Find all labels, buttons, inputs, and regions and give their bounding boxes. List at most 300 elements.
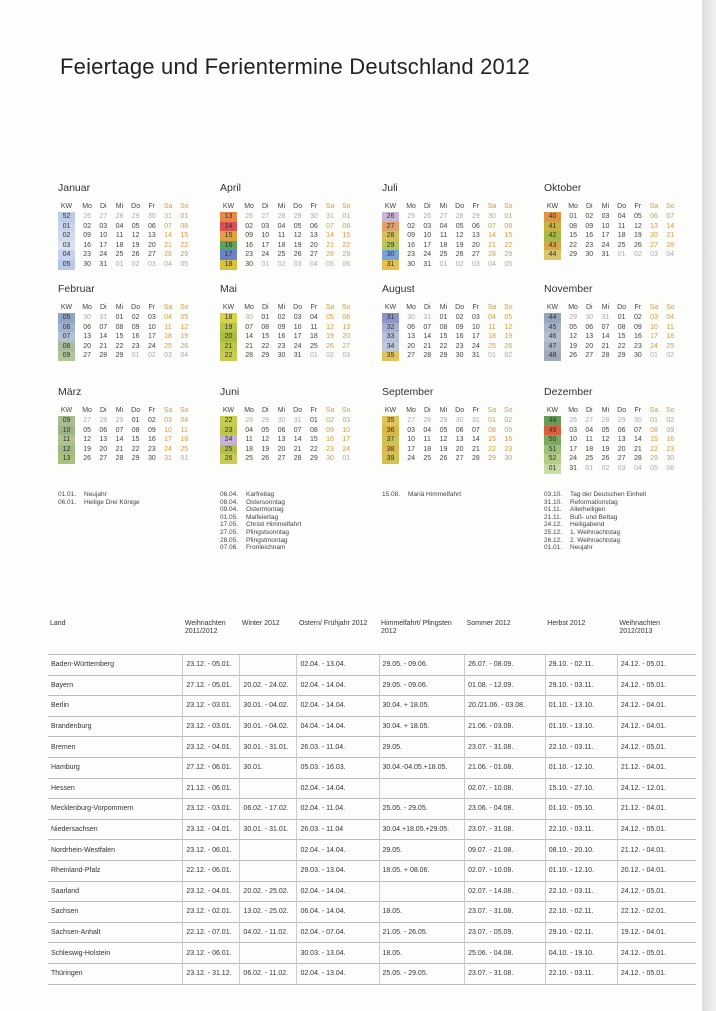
- day-cell: 24: [261, 251, 270, 259]
- day-cell: 15: [261, 333, 270, 341]
- day-cell: 28: [471, 455, 480, 463]
- holiday-date: 01.01.: [58, 491, 77, 498]
- day-cell: 08: [115, 323, 124, 331]
- week-number: 26: [382, 212, 399, 222]
- day-cell: 03: [147, 314, 156, 321]
- date-range: 20.02. - 24.02.: [240, 675, 297, 696]
- date-range: 30.01. - 04.02.: [240, 716, 297, 737]
- day-cell: 20: [650, 232, 658, 240]
- weekday-label: Fr: [634, 407, 642, 414]
- month-name: Mai: [220, 283, 237, 295]
- date-range: 24.12. - 05.01.: [617, 655, 696, 676]
- day-cell: 04: [164, 260, 172, 268]
- day-cell: 01: [342, 455, 351, 463]
- month-name: Februar: [58, 283, 95, 295]
- day-cell: 09: [585, 222, 594, 230]
- day-cell: 05: [455, 222, 464, 230]
- date-range: 29.05. - 09.06.: [379, 655, 465, 676]
- day-cell: 01: [585, 464, 594, 472]
- month-name: September: [382, 386, 434, 398]
- day-cell: 01: [488, 417, 496, 424]
- day-cell: 07: [245, 323, 253, 331]
- date-range: 02.04. - 14.04.: [297, 675, 379, 696]
- day-cell: 26: [569, 352, 577, 360]
- day-cell: 29: [115, 417, 124, 424]
- date-range: 29.10. - 02.11.: [545, 655, 617, 676]
- day-cell: 16: [504, 436, 513, 444]
- day-cell: 10: [342, 426, 351, 434]
- weekday-label: Di: [585, 203, 593, 210]
- day-cell: 15: [115, 333, 124, 341]
- day-cell: 25: [439, 251, 448, 259]
- week-number: 12: [58, 445, 75, 455]
- day-cell: 01: [650, 352, 658, 360]
- day-cell: 20: [277, 445, 286, 453]
- week-number: 15: [220, 231, 237, 241]
- weekday-header: [544, 202, 694, 212]
- holiday-list-2: [220, 491, 301, 552]
- day-cell: 31: [601, 314, 610, 321]
- weekday-label: Mi: [277, 203, 286, 210]
- weekday-label: Fr: [634, 203, 642, 210]
- day-cell: 18: [617, 232, 626, 240]
- date-range: 21.06. - 01.08.: [465, 757, 546, 778]
- date-range: 02.04. - 11.04.: [297, 799, 379, 820]
- month-name: November: [544, 283, 593, 295]
- weekday-label: Fr: [148, 407, 156, 414]
- table-row: [48, 881, 696, 902]
- day-cell: 19: [633, 232, 642, 240]
- date-range: 23.12. - 02.01.: [183, 902, 240, 923]
- day-cell: 24: [342, 445, 351, 453]
- state-name: Hamburg: [48, 757, 183, 778]
- day-cell: 06: [585, 323, 594, 331]
- day-cell: 28: [666, 241, 675, 249]
- day-cell: 24: [471, 342, 480, 350]
- day-cell: 11: [618, 222, 626, 230]
- kw-header: KW: [60, 203, 73, 210]
- day-cell: 21: [326, 241, 334, 249]
- day-cell: 11: [164, 323, 172, 331]
- day-cell: 04: [439, 222, 448, 230]
- week-row: [58, 426, 208, 436]
- week-number: 31: [382, 260, 399, 270]
- week-row: [544, 323, 694, 333]
- date-range: 29.05. - 09.06.: [379, 675, 465, 696]
- week-number: 37: [382, 435, 399, 445]
- day-cell: 26: [245, 213, 253, 220]
- weekday-header: [220, 406, 370, 416]
- day-cell: 16: [455, 333, 464, 341]
- week-number: 44: [544, 250, 561, 260]
- state-name: Bremen: [48, 737, 183, 758]
- day-cell: 21: [633, 445, 642, 453]
- date-range: 23.12. - 04.01.: [183, 819, 240, 840]
- day-cell: 26: [569, 417, 577, 424]
- weekday-label: Do: [293, 203, 303, 210]
- date-range: 02.04. - 07.04.: [297, 922, 379, 943]
- date-range: 24.12. - 05.01.: [617, 881, 696, 902]
- week-row: [382, 222, 532, 232]
- day-cell: 21: [99, 342, 108, 350]
- day-cell: 17: [471, 333, 480, 341]
- day-cell: 28: [245, 417, 253, 424]
- day-cell: 25: [617, 241, 626, 249]
- day-cell: 07: [666, 213, 675, 220]
- day-cell: 19: [601, 445, 610, 453]
- weekday-label: Sa: [163, 203, 173, 210]
- day-cell: 29: [131, 213, 140, 220]
- weekday-label: Fr: [310, 304, 318, 311]
- holiday-name: Karfreitag: [246, 491, 275, 498]
- week-number: 21: [220, 342, 237, 352]
- day-cell: 15: [342, 232, 351, 240]
- day-cell: 14: [601, 333, 610, 341]
- weekday-label: Mi: [115, 304, 124, 311]
- day-cell: 20: [471, 241, 480, 249]
- week-number: 19: [220, 323, 237, 333]
- day-cell: 21: [666, 232, 675, 240]
- day-cell: 07: [115, 426, 124, 434]
- weekday-label: Mo: [82, 407, 92, 414]
- day-cell: 30: [455, 417, 464, 424]
- weekday-label: Mi: [439, 304, 448, 311]
- week-row: [382, 260, 532, 270]
- day-cell: 15: [439, 333, 448, 341]
- day-cell: 26: [439, 455, 448, 463]
- day-cell: 09: [666, 426, 675, 434]
- day-cell: 10: [293, 323, 302, 331]
- week-number: 03: [58, 241, 75, 251]
- day-cell: 23: [147, 445, 156, 453]
- date-range: 22.12. - 02.01.: [617, 902, 696, 923]
- day-cell: 04: [423, 426, 432, 434]
- date-range: 29.03. - 13.04.: [297, 860, 379, 881]
- month-name: Oktober: [544, 182, 582, 194]
- day-cell: 28: [99, 417, 108, 424]
- day-cell: 30: [83, 260, 91, 268]
- holiday-name: Neujahr: [570, 544, 593, 552]
- holiday-name: Ostersonntag: [246, 498, 286, 506]
- date-range: 21.12. - 04.01.: [617, 840, 696, 861]
- day-cell: 11: [585, 436, 593, 444]
- day-cell: 04: [633, 464, 642, 472]
- day-cell: 28: [601, 417, 610, 424]
- day-cell: 02: [666, 352, 675, 360]
- week-row: [544, 250, 694, 260]
- week-row: [544, 445, 694, 455]
- date-range: 29.10. - 03.11.: [545, 675, 617, 696]
- date-range: 30.04. + 18.05.: [379, 716, 465, 737]
- day-cell: 28: [293, 455, 302, 463]
- week-number: 51: [544, 445, 561, 455]
- day-cell: 27: [439, 213, 448, 220]
- day-cell: 30: [309, 213, 318, 220]
- date-range: 26.03. - 11.04: [297, 819, 379, 840]
- weekday-label: So: [503, 407, 513, 414]
- day-cell: 23: [277, 342, 286, 350]
- day-cell: 31: [99, 314, 108, 321]
- week-row: [382, 323, 532, 333]
- day-cell: 03: [164, 352, 172, 360]
- week-row: [382, 426, 532, 436]
- holiday-name: Fronleichnam: [246, 544, 286, 552]
- day-cell: 11: [310, 323, 318, 331]
- day-cell: 06: [99, 426, 108, 434]
- weekday-label: Sa: [325, 407, 335, 414]
- holiday-entry: [220, 537, 301, 545]
- month-5: [58, 283, 208, 361]
- day-cell: 30: [245, 314, 253, 321]
- day-cell: 27: [650, 241, 658, 249]
- week-row: [544, 342, 694, 352]
- day-cell: 10: [407, 436, 415, 444]
- day-cell: 13: [650, 222, 658, 230]
- day-cell: 03: [471, 314, 480, 321]
- day-cell: 30: [488, 213, 496, 220]
- day-cell: 03: [99, 222, 108, 230]
- day-cell: 05: [601, 426, 610, 434]
- day-cell: 26: [131, 251, 140, 259]
- day-cell: 29: [488, 455, 496, 463]
- day-cell: 02: [455, 260, 464, 268]
- date-range: 20.02. - 25.02.: [240, 881, 297, 902]
- day-cell: 02: [326, 417, 334, 424]
- day-cell: 01: [309, 417, 318, 424]
- weekday-label: Do: [617, 203, 627, 210]
- day-cell: 04: [309, 314, 318, 321]
- holiday-name: Pfingstsonntag: [246, 528, 290, 536]
- week-number: 35: [382, 416, 399, 426]
- day-cell: 08: [342, 222, 351, 230]
- weekday-header: [220, 303, 370, 313]
- day-cell: 19: [261, 445, 270, 453]
- day-cell: 02: [633, 314, 642, 321]
- holiday-name: Maifeiertag: [246, 513, 279, 521]
- day-cell: 30: [633, 352, 642, 360]
- date-range: 23.12. - 03.01.: [183, 716, 240, 737]
- week-row: [544, 454, 694, 464]
- holiday-name: Tag der Deutschen Einheit: [570, 491, 647, 498]
- day-cell: 02: [407, 222, 415, 230]
- date-range: 22.10. - 02.11.: [545, 902, 617, 923]
- day-cell: 12: [455, 232, 464, 240]
- day-cell: 22: [115, 342, 124, 350]
- weekday-label: Mo: [406, 304, 416, 311]
- date-range: 09.07. - 21.08.: [465, 840, 546, 861]
- week-number: 52: [58, 212, 75, 222]
- holiday-date: 01.01.: [544, 544, 563, 552]
- day-cell: 31: [326, 213, 334, 220]
- date-range: 22.10. - 03.11.: [545, 737, 617, 758]
- day-cell: 30: [666, 455, 675, 463]
- school-holidays-table: [48, 620, 696, 985]
- week-number: 10: [58, 426, 75, 436]
- day-cell: 25: [585, 455, 594, 463]
- week-number: 48: [544, 351, 561, 361]
- day-cell: 02: [504, 417, 513, 424]
- date-range: 04.04. - 14.04.: [297, 716, 379, 737]
- holiday-entry: [58, 499, 140, 507]
- day-cell: 18: [488, 333, 496, 341]
- day-cell: 23: [666, 445, 675, 453]
- holiday-date: 21.11.: [544, 513, 562, 521]
- date-range: 30.01. - 31.01.: [240, 819, 297, 840]
- day-cell: 28: [115, 213, 124, 220]
- day-cell: 17: [342, 436, 351, 444]
- day-cell: 17: [601, 232, 610, 240]
- day-cell: 18: [309, 333, 318, 341]
- day-cell: 22: [504, 241, 513, 249]
- date-range: 24.12. - 12.01.: [617, 778, 696, 799]
- weekday-label: Do: [455, 304, 465, 311]
- week-row: [220, 222, 370, 232]
- state-name: Saarland: [48, 881, 183, 902]
- month-8: [544, 283, 694, 361]
- week-number: 34: [382, 342, 399, 352]
- day-cell: 02: [666, 417, 675, 424]
- day-cell: 06: [83, 323, 91, 331]
- day-cell: 16: [633, 333, 642, 341]
- day-cell: 03: [650, 314, 658, 321]
- holiday-date: 17.05.: [220, 521, 239, 529]
- holiday-name: Reformationstag: [570, 498, 618, 506]
- date-range: 21.12. - 04.01.: [617, 757, 696, 778]
- kw-header: KW: [384, 407, 397, 414]
- day-cell: 11: [115, 232, 124, 240]
- holiday-entry: [58, 491, 140, 499]
- day-cell: 14: [326, 232, 334, 240]
- day-cell: 23: [407, 251, 415, 259]
- day-cell: 06: [147, 222, 156, 230]
- kw-header: KW: [60, 407, 73, 414]
- kw-header: KW: [546, 203, 559, 210]
- day-cell: 13: [99, 436, 108, 444]
- day-cell: 14: [666, 222, 675, 230]
- day-cell: 16: [245, 241, 253, 249]
- holiday-name: Heilige Drei Könige: [84, 498, 140, 506]
- day-cell: 12: [261, 436, 270, 444]
- week-number: 44: [544, 313, 561, 323]
- week-number: 45: [544, 323, 561, 333]
- day-cell: 18: [245, 445, 253, 453]
- date-range: 29.10. - 02.11.: [545, 922, 617, 943]
- weekday-label: Mi: [115, 203, 124, 210]
- day-cell: 10: [650, 323, 658, 331]
- day-cell: 28: [423, 352, 432, 360]
- table-row: [48, 737, 696, 758]
- day-cell: 27: [147, 251, 156, 259]
- day-cell: 17: [99, 241, 108, 249]
- holiday-entry: [544, 491, 646, 499]
- day-cell: 08: [617, 323, 626, 331]
- holiday-entry: [382, 491, 461, 499]
- day-cell: 27: [407, 352, 415, 360]
- day-cell: 13: [147, 232, 156, 240]
- holiday-date: 28.05.: [220, 536, 239, 544]
- holiday-name: Neujahr: [84, 491, 107, 498]
- day-cell: 02: [277, 314, 286, 321]
- date-range: 23.07. - 31.08.: [465, 737, 546, 758]
- day-cell: 03: [601, 213, 610, 220]
- day-cell: 23: [245, 251, 253, 259]
- date-range: [240, 943, 297, 964]
- weekday-label: Di: [99, 203, 107, 210]
- date-range: 02.04. - 13.04.: [297, 963, 379, 984]
- week-number: 16: [220, 241, 237, 251]
- date-range: 02.04. - 13.04.: [297, 655, 379, 676]
- day-cell: 14: [99, 333, 108, 341]
- day-cell: 18: [439, 241, 448, 249]
- day-cell: 07: [293, 426, 302, 434]
- weekday-label: Mo: [568, 203, 578, 210]
- day-cell: 30: [504, 455, 513, 463]
- week-row: [382, 435, 532, 445]
- date-range: 02.07. - 10.08.: [465, 860, 546, 881]
- day-cell: 04: [180, 352, 189, 360]
- day-cell: 25: [423, 455, 432, 463]
- day-cell: 19: [569, 342, 577, 350]
- day-cell: 21: [293, 445, 302, 453]
- date-range: 22.12. - 06.01.: [183, 860, 240, 881]
- weekday-label: Mo: [568, 304, 578, 311]
- day-cell: 31: [601, 251, 610, 259]
- date-range: 18.05.: [379, 943, 465, 964]
- date-range: 30.01. - 04.02.: [240, 696, 297, 717]
- day-cell: 05: [180, 314, 189, 321]
- day-cell: 09: [83, 232, 91, 240]
- day-cell: 06: [407, 323, 415, 331]
- week-number: 46: [544, 332, 561, 342]
- day-cell: 26: [83, 455, 91, 463]
- weekday-label: So: [503, 203, 513, 210]
- day-cell: 26: [180, 342, 189, 350]
- day-cell: 31: [423, 260, 432, 268]
- day-cell: 02: [147, 417, 156, 424]
- week-row: [58, 445, 208, 455]
- day-cell: 01: [488, 352, 496, 360]
- day-cell: 30: [585, 314, 594, 321]
- kw-header: KW: [546, 304, 559, 311]
- day-cell: 31: [164, 455, 172, 463]
- week-number: 31: [382, 313, 399, 323]
- day-cell: 23: [131, 342, 140, 350]
- table-row: [48, 675, 696, 696]
- day-cell: 24: [99, 251, 108, 259]
- week-row: [58, 231, 208, 241]
- weekday-header: [220, 202, 370, 212]
- week-number: 27: [382, 222, 399, 232]
- day-cell: 18: [277, 241, 286, 249]
- date-range: 24.12. - 05.01.: [617, 963, 696, 984]
- day-cell: 21: [471, 445, 480, 453]
- day-cell: 08: [180, 222, 189, 230]
- day-cell: 29: [617, 417, 626, 424]
- day-cell: 26: [601, 455, 610, 463]
- date-range: 25.05. - 29.05.: [379, 963, 465, 984]
- day-cell: 29: [650, 455, 658, 463]
- weekday-label: Do: [131, 407, 141, 414]
- day-cell: 07: [471, 426, 480, 434]
- day-cell: 29: [261, 352, 270, 360]
- day-cell: 05: [293, 222, 302, 230]
- date-range: 13.02. - 25.02.: [240, 902, 297, 923]
- weekday-label: Mo: [244, 304, 254, 311]
- day-cell: 02: [83, 222, 91, 230]
- weekday-label: Sa: [487, 407, 497, 414]
- day-cell: 18: [666, 333, 675, 341]
- day-cell: 27: [455, 455, 464, 463]
